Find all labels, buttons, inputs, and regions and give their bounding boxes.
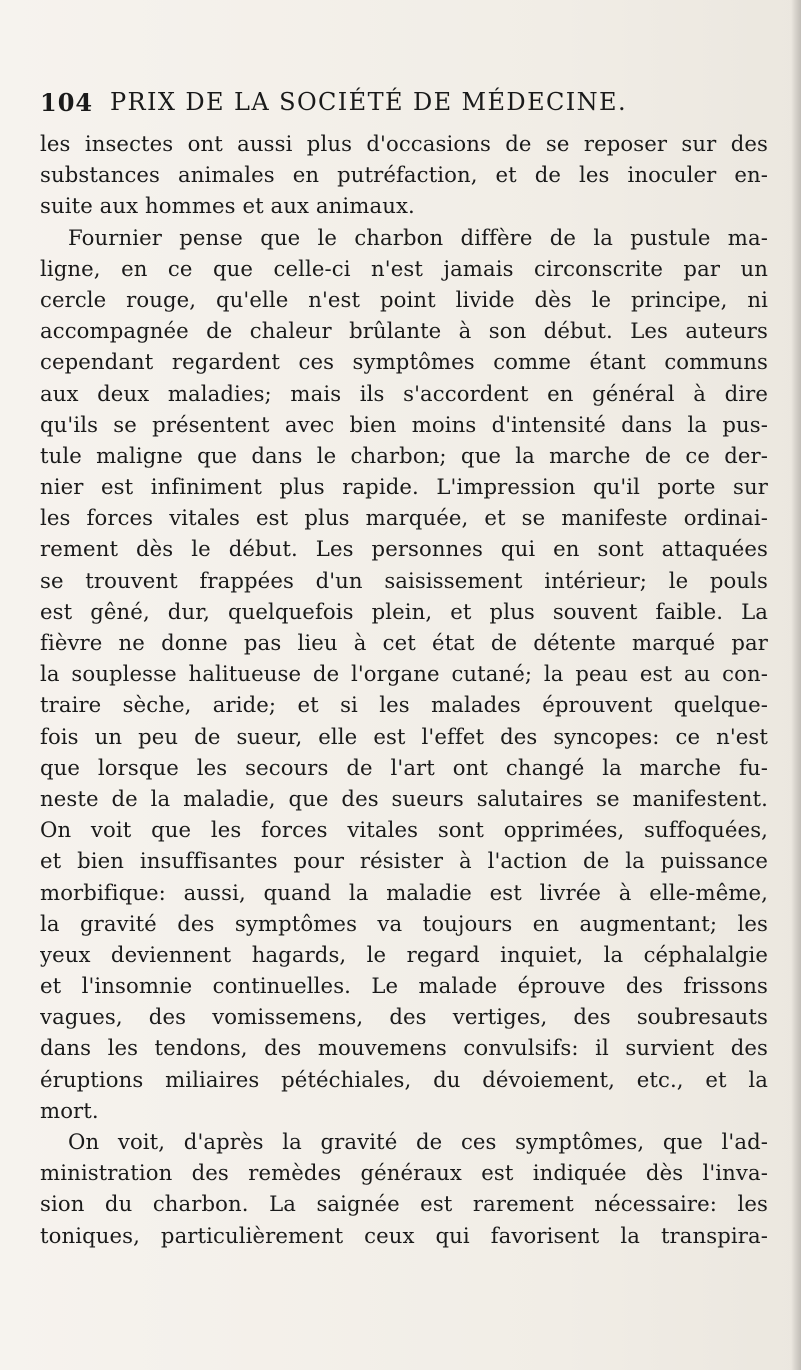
text-line: fièvre ne donne pas lieu à cet état de détente marqué par <box>40 630 768 655</box>
text-line: fois un peu de sueur, elle est l'effet des syncopes: ce n'est <box>40 723 768 749</box>
text-line: Fournier pense que le charbon diffère de la pustule ma- <box>68 224 768 250</box>
text-line: mort. <box>40 1097 99 1123</box>
text-line: aux deux maladies; mais ils s'accordent en général à dire <box>40 380 768 406</box>
text-line: tule maligne que dans le charbon; que la marche de ce der- <box>40 442 768 468</box>
body-text <box>40 128 768 1251</box>
text-line: sion du charbon. La saignée est rarement nécessaire: les <box>40 1191 768 1217</box>
text-line: la souplesse halitueuse de l'organe cutané; la peau est au con- <box>40 661 768 687</box>
text-line: est gêné, dur, quelquefois plein, et plus souvent faible. La <box>40 598 768 624</box>
text-line: que lorsque les secours de l'art ont changé la marche fu- <box>40 754 768 780</box>
text-line: On voit que les forces vitales sont opprimées, suffoquées, <box>40 817 768 843</box>
text-line: cependant regardent ces symptômes comme étant communs <box>40 349 768 375</box>
text-line: la gravité des symptômes va toujours en augmentant; les <box>40 910 768 936</box>
text-line: dans les tendons, des mouvemens convulsifs: il survient des <box>40 1035 768 1061</box>
text-line: et l'insomnie continuelles. Le malade éprouve des frissons <box>40 973 768 999</box>
text-line: les insectes ont aussi plus d'occasions de se reposer sur des <box>40 131 768 156</box>
page-number: 104 <box>40 88 94 117</box>
text-line: se trouvent frappées d'un saisissement intérieur; le pouls <box>40 567 768 593</box>
text-line: les forces vitales est plus marquée, et se manifeste ordinai- <box>40 505 768 531</box>
text-line: ministration des remèdes généraux est indiquée dès l'inva- <box>40 1160 768 1186</box>
text-line: substances animales en putréfaction, et de les inoculer en- <box>40 162 768 188</box>
text-line: On voit, d'après la gravité de ces symptômes, que l'ad- <box>68 1129 768 1154</box>
text-line: traire sèche, aride; et si les malades éprouvent quelque- <box>40 692 768 718</box>
text-line: qu'ils se présentent avec bien moins d'intensité dans la pus- <box>40 411 768 437</box>
text-line: morbifique: aussi, quand la maladie est livrée à elle-même, <box>40 879 768 905</box>
text-line: suite aux hommes et aux animaux. <box>40 193 415 219</box>
page-header <box>40 88 760 124</box>
text-line: yeux deviennent hagards, le regard inquiet, la céphalalgie <box>40 941 768 967</box>
text-line: nier est infiniment plus rapide. L'impression qu'il porte sur <box>40 474 768 500</box>
text-line: accompagnée de chaleur brûlante à son début. Les auteurs <box>40 318 768 344</box>
text-line: toniques, particulièrement ceux qui favorisent la transpira- <box>40 1222 768 1248</box>
text-line: vagues, des vomissemens, des vertiges, des soubresauts <box>40 1004 768 1030</box>
page-edge-shadow <box>791 0 801 1370</box>
text-line: rement dès le début. Les personnes qui en sont attaquées <box>40 536 768 562</box>
text-line: éruptions miliaires pétéchiales, du dévoiement, etc., et la <box>40 1066 768 1092</box>
running-title: PRIX DE LA SOCIÉTÉ DE MÉDECINE. <box>110 88 627 116</box>
text-line: et bien insuffisantes pour résister à l'action de la puissance <box>40 848 768 874</box>
text-line: ligne, en ce que celle-ci n'est jamais circonscrite par un <box>40 255 768 281</box>
text-line: neste de la maladie, que des sueurs salutaires se manifestent. <box>40 785 768 811</box>
text-line: cercle rouge, qu'elle n'est point livide dès le principe, ni <box>40 286 768 312</box>
